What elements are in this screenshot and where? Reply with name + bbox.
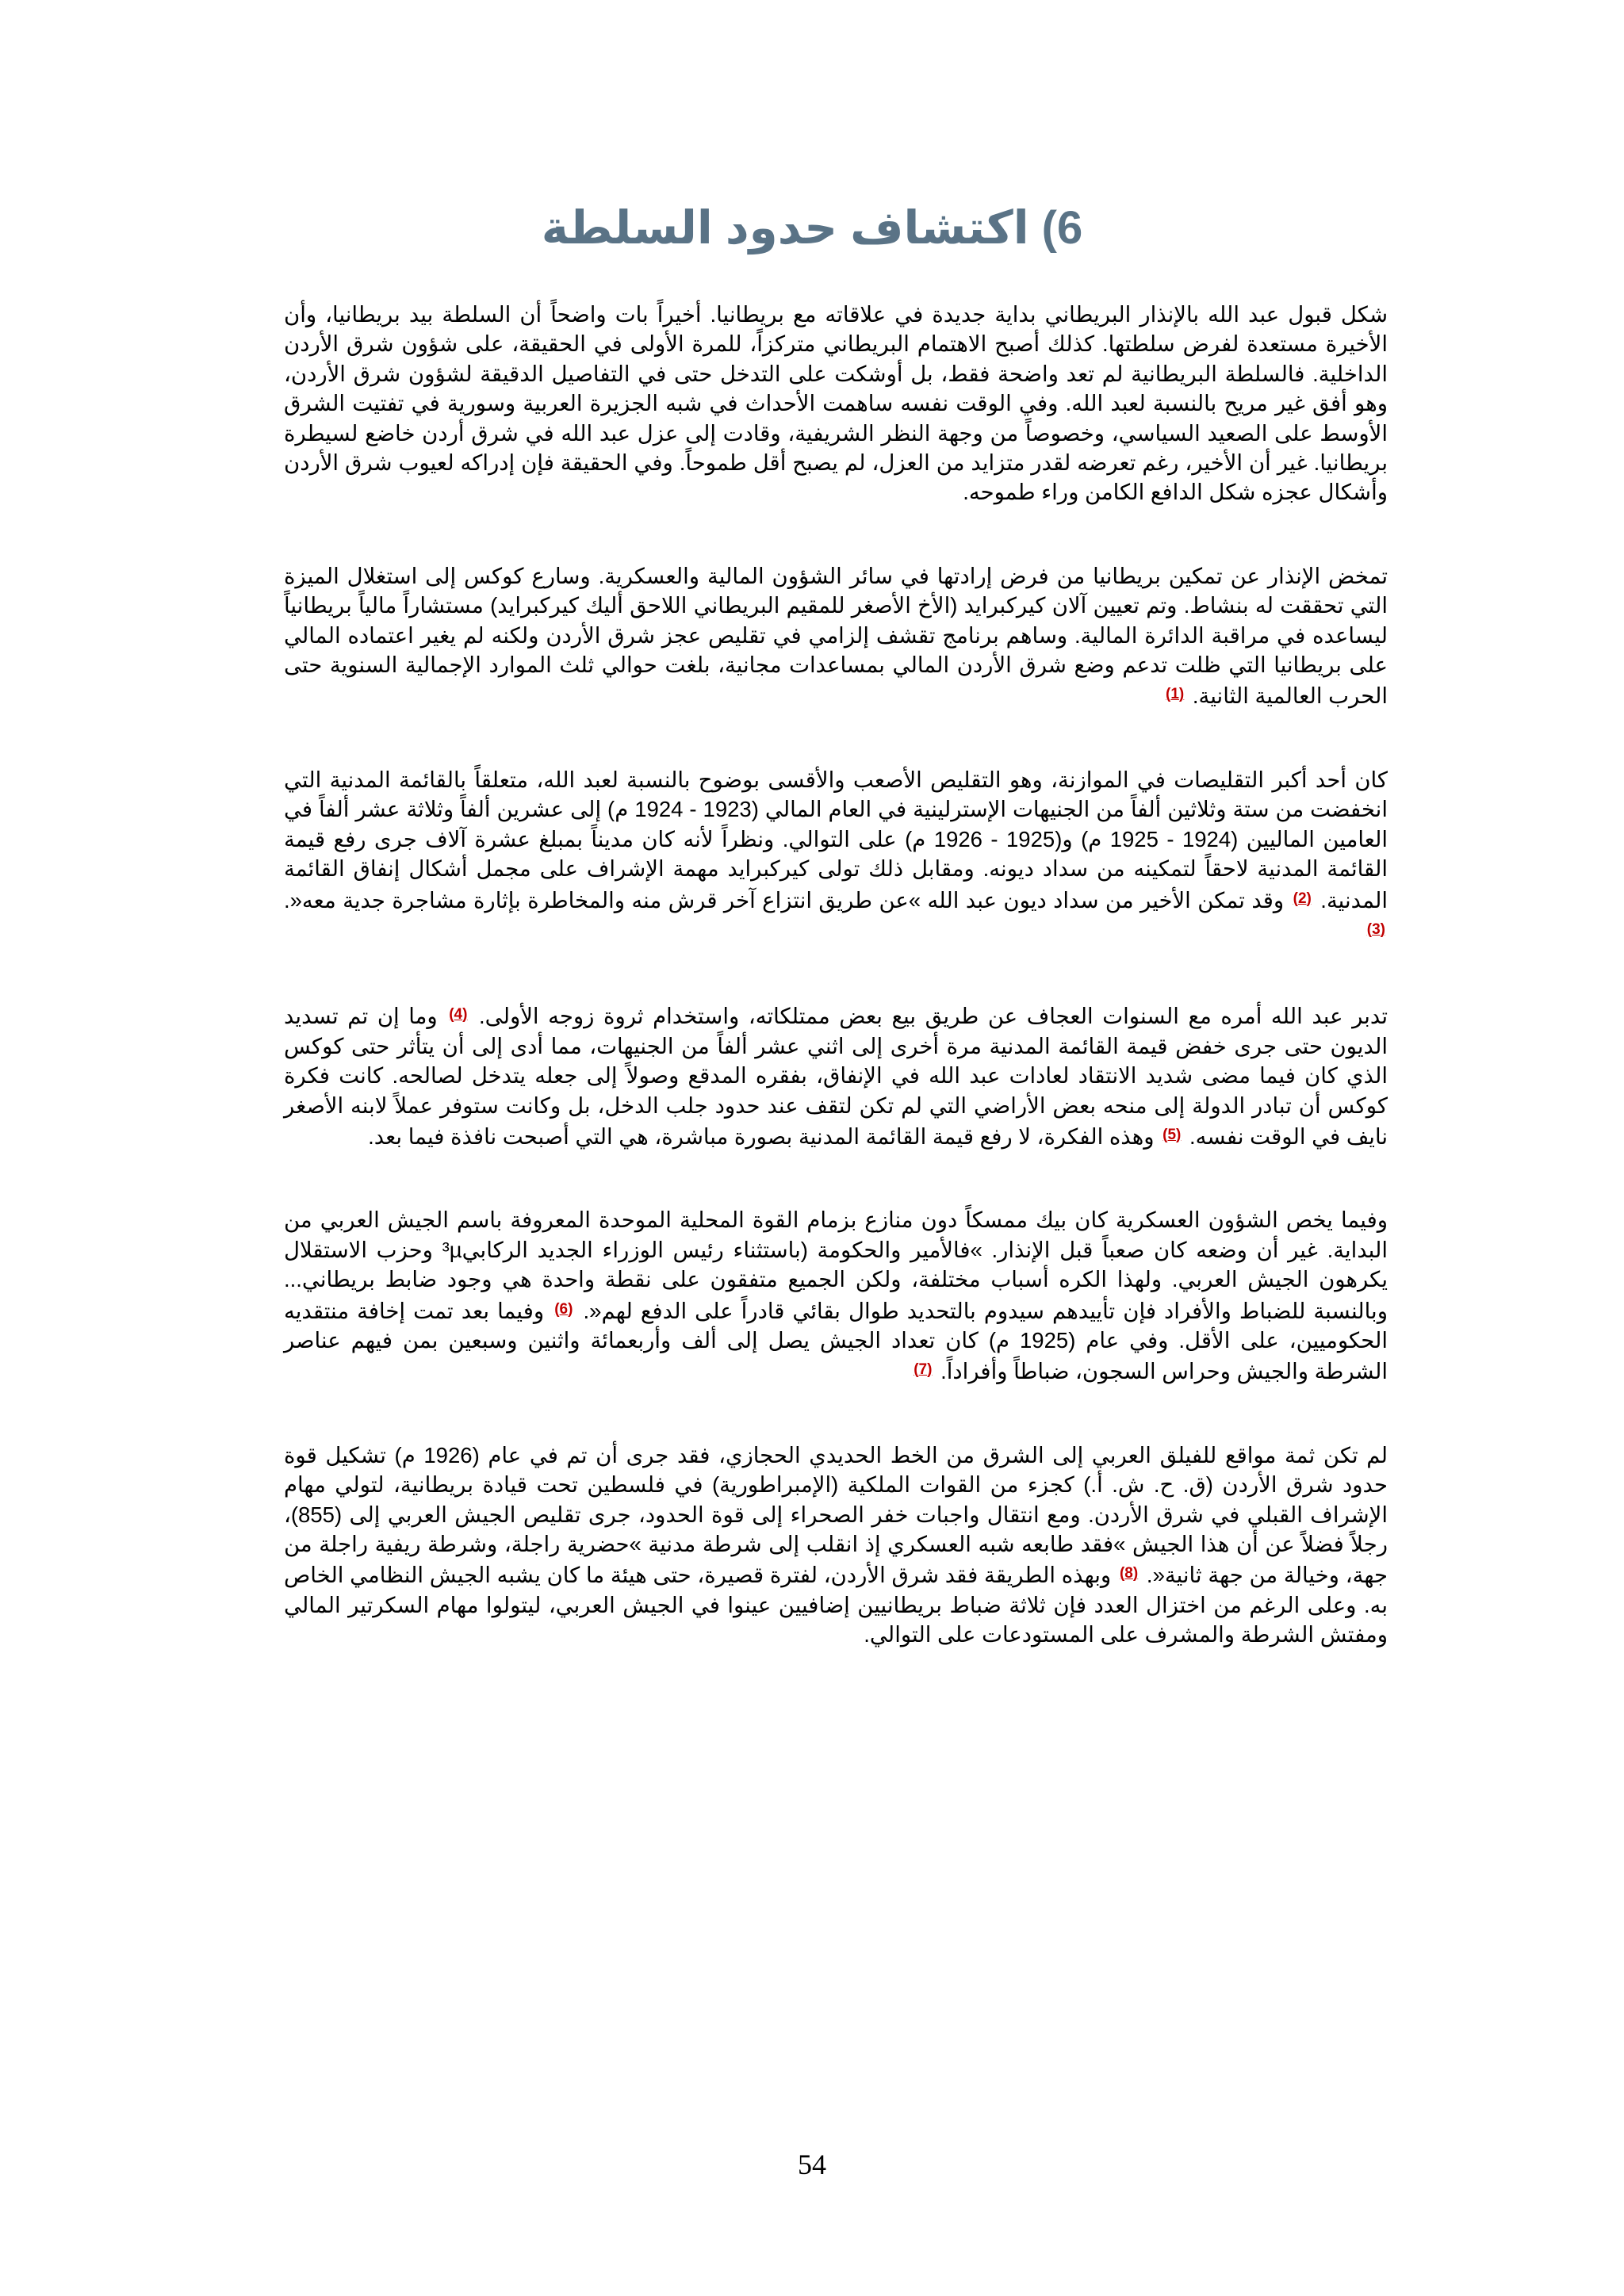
- footnote-reference-link[interactable]: (6): [554, 1300, 573, 1318]
- paragraph: [284, 1441, 1388, 1650]
- paragraph-text: وهذه الفكرة، لا رفع قيمة القائمة المدنية بصورة مباشرة، هي التي أصبحت نافذة فيما بعد.: [368, 1123, 1161, 1149]
- paragraph-text: وبهذه الطريقة فقد شرق الأردن، لفترة قصيرة، حتى هيئة ما كان يشبه الجيش النظامي الخاص به. وعلى الرغم من اختزال العدد فإن ثلاثة ضباط بريطانيين إضافيين عينوا في الجيش العربي، ليتولوا مهام السكرتير المالي ومفتش الشرطة والمشرف على المستودعات على التوالي.: [284, 1563, 1388, 1647]
- paragraph: [284, 1000, 1388, 1151]
- paragraph-text: تمخض الإنذار عن تمكين بريطانيا من فرض إرادتها في سائر الشؤون المالية والعسكرية. وسارع كوكس إلى استغلال الميزة التي تحققت له بنشاط. وتم تعيين آلان كيركبرايد (الأخ الأصغر للمقيم البريطاني اللاحق أليك كيركبرايد) مستشاراً مالياً بريطانياً ليساعده في مراقبة الدائرة المالية. وساهم برنامج تقشف إلزامي في تقليص عجز شرق الأردن ولكنه لم يغير اعتماده المالي على بريطانيا التي ظلت تدعم وضع شرق الأردن المالي بمساعدات مجانية، بلغت حوالي ثلث الموارد الإجمالية السنوية حتى الحرب العالمية الثانية.: [284, 563, 1388, 709]
- paragraph-text: وما إن تم تسديد الديون حتى جرى خفض قيمة القائمة المدنية مرة أخرى إلى اثني عشر ألفاً من الجنيهات، مما أدى إلى أن يتأثر حتى كوكس الذي كان فيما مضى شديد الانتقاد لعادات عبد الله في الإنفاق، بفقره المدقع وصولاً إلى جعله يتدخل لصالحه. كانت فكرة كوكس أن تبادر الدولة إلى منحه بعض الأراضي التي لم تكن لتقف عند حدود جلب الدخل، بل وكانت ستوفر عملاً لابنه الأصغر نايف في الوقت نفسه.: [284, 1004, 1388, 1149]
- paragraph-text: كان أحد أكبر التقليصات في الموازنة، وهو التقليص الأصعب والأقسى بوضوح بالنسبة لعبد الله، متعلقاً بالقائمة المدنية التي انخفضت من ستة وثلاثين ألفاً من الجنيهات الإسترلينية في العام المالي (1923 - 1924 م) إلى عشرين ألفاً وثلاثة عشر ألفاً في العامين الماليين (1924 - 1925 م) و(1925 - 1926 م) على التوالي. ونظراً لأنه كان مديناً بمبلغ عشرة آلاف جرى رفع قيمة القائمة المدنية لاحقاً لتمكينه من سداد ديونه. ومقابل ذلك تولى كيركبرايد مهمة الإشراف على مجمل أشكال إنفاق القائمة المدنية.: [284, 767, 1388, 913]
- page-number: 54: [798, 2149, 826, 2180]
- chapter-title: 6) اكتشاف حدود السلطة: [541, 202, 1083, 254]
- footnote-reference-link[interactable]: (2): [1293, 890, 1312, 907]
- paragraph: [284, 1205, 1388, 1386]
- paragraph: [284, 765, 1388, 946]
- paragraph-text: تدبر عبد الله أمره مع السنوات العجاف عن طريق بيع بعض ممتلكاته، واستخدام ثروة زوجه الأولى.: [469, 1004, 1388, 1029]
- footnote-reference-link[interactable]: (3): [1366, 920, 1385, 938]
- paragraph-text: شكل قبول عبد الله بالإنذار البريطاني بداية جديدة في علاقاته مع بريطانيا. أخيراً بات واضحاً أن السلطة بيد بريطانيا، وأن الأخيرة مستعدة لفرض سلطتها. كذلك أصبح الاهتمام البريطاني متركزاً، للمرة الأولى في الحقيقة، على شؤون شرق الأردن الداخلية. فالسلطة البريطانية لم تعد واضحة فقط، بل أوشكت على التدخل حتى في التفاصيل الدقيقة لشؤون شرق الأردن، وهو أفق غير مريح بالنسبة لعبد الله. وفي الوقت نفسه ساهمت الأحداث في شبه الجزيرة العربية وسورية في تفتيت الشرق الأوسط على الصعيد السياسي، وخصوصاً من وجهة النظر الشريفية، وقادت إلى عزل عبد الله في شرق أردن خاضع لسيطرة بريطانيا. غير أن الأخير، رغم تعرضه لقدر متزايد من العزل، لم يصبح أقل طموحاً. وفي الحقيقة فإن إدراكه لعيوب شرق الأردن وأشكال عجزه شكل الدافع الكامن وراء طموحه.: [284, 302, 1388, 505]
- paragraph: [284, 561, 1388, 711]
- paragraph-text: وقد تمكن الأخير من سداد ديون عبد الله »عن طريق انتزاع آخر قرش منه والمخاطرة بإثارة مشاجرة جدية معه«.: [284, 887, 1291, 913]
- paragraph-text: وفيما يخص الشؤون العسكرية كان بيك ممسكاً دون منازع بزمام القوة المحلية الموحدة المعروفة باسم الجيش العربي من البداية. غير أن وضعه كان صعباً قبل الإنذار. »فالأمير والحكومة (باستثناء رئيس الوزراء الجديد الركابي³µ وحزب الاستقلال يكرهون الجيش العربي. ولهذا الكره أسباب مختلفة، ولكن الجميع متفقون على نقطة واحدة هي وجود ضابط بريطاني... وبالنسبة للضباط والأفراد فإن تأييدهم سيدوم بالتحديد طوال بقائي قادراً على الدفع لهم«.: [284, 1207, 1388, 1323]
- paragraph: [284, 300, 1388, 507]
- footnote-reference-link[interactable]: (4): [449, 1006, 468, 1024]
- body-text: [284, 300, 1388, 1650]
- footnote-reference-link[interactable]: (7): [914, 1361, 933, 1379]
- footnote-reference-link[interactable]: (1): [1165, 686, 1185, 703]
- footnote-reference-link[interactable]: (5): [1162, 1126, 1182, 1143]
- paragraph-text: لم تكن ثمة مواقع للفيلق العربي إلى الشرق من الخط الحديدي الحجازي، فقد جرى أن تم في عام (1926 م) تشكيل قوة حدود شرق الأردن (ق. ح. ش. أ.) كجزء من القوات الملكية (الإمبراطورية) في فلسطين تحت قيادة بريطانية، لتولي مهام الإشراف القبلي في شرق الأردن. ومع انتقال واجبات خفر الصحراء إلى قوة الحدود، جرى تقليص الجيش العربي إلى (855)، رجلاً فضلاً عن أن هذا الجيش »فقد طابعه شبه العسكري إذ انقلب إلى شرطة مدنية »حضرية راجلة، وشرطة ريفية راجلة من جهة، وخيالة من جهة ثانية«.: [284, 1442, 1388, 1588]
- footnote-reference-link[interactable]: (8): [1119, 1565, 1139, 1582]
- paragraph-text: وفيما بعد تمت إخافة منتقديه الحكوميين، على الأقل. وفي عام (1925 م) كان تعداد الجيش يصل إلى ألف وأربعمائة واثنين وسبعين بمن فيهم عناصر الشرطة والجيش وحراس السجون، ضباطاً وأفراداً.: [284, 1298, 1388, 1384]
